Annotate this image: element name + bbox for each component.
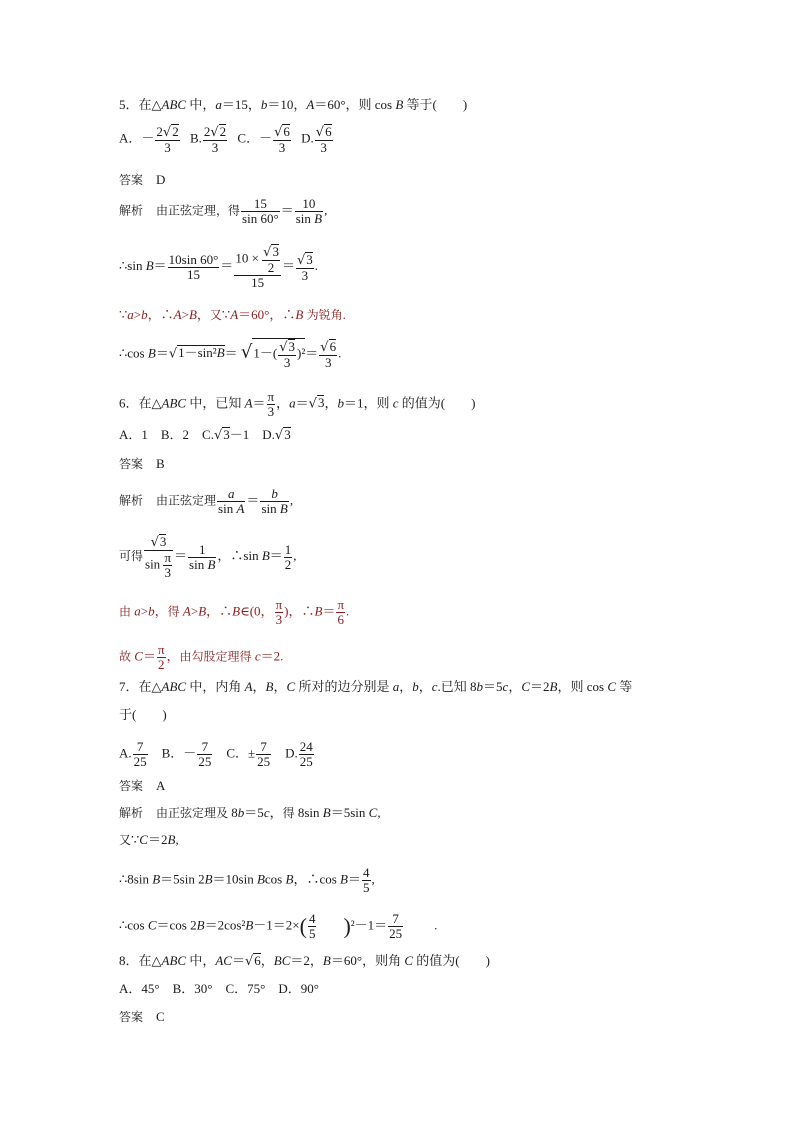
q7-stem-line1: 7．在△ABC 中，内角 A，B，C 所对的边分别是 a，b，c.已知 8b＝5c，C＝2B，则 cos C 等 bbox=[119, 679, 633, 694]
q8-answer-line bbox=[119, 1008, 165, 1026]
q5-options: A．－ $\frac{2√2}{3}$ B. $\frac{2√2}{3}$ C．－ $\frac{√6}{3}$ D. $\frac{√6}{3}$ bbox=[119, 124, 332, 155]
q5-step3: ∵a>b，∴A>B，又∵A＝60°，∴B 为锐角. bbox=[119, 307, 346, 322]
q6-answer-line bbox=[119, 455, 165, 473]
q6-step2: 可得 √3 sin $\frac{\pi}{3}$ ＝ $\frac{1}{\text{sin B}}$ ，∴sin B＝ $\frac{1}{2}$ , bbox=[119, 534, 297, 580]
q7-analysis-label: 解析 bbox=[119, 806, 144, 820]
q6-answer: B bbox=[156, 456, 165, 471]
q6-answer-label: 答案 bbox=[119, 457, 144, 471]
q6-analysis-lead: 由正弦定理 bbox=[156, 493, 217, 508]
q8-answer-label: 答案 bbox=[119, 1010, 144, 1024]
q5-step4: ∴cos B＝√1－sin²B＝ √1－( $\frac{√3}{3}$ )²＝ $\frac{√6}{3}$ . bbox=[119, 339, 342, 370]
q5-step2: ∴sin B＝ $\frac{10\sin 60^\circ}{15}$ ＝ 10 × $\frac{√3}{2}$ 15 ＝ $\frac{√3}{3}$ . bbox=[119, 244, 319, 290]
q5-stem: 5．在△ABC 中，a＝15，b＝10，A＝60°，则 cos B 等于( ) bbox=[119, 97, 468, 112]
q5-answer: D bbox=[156, 172, 166, 187]
q7-answer: A bbox=[156, 778, 166, 793]
q5-analysis-label: 解析 bbox=[119, 203, 144, 218]
q7-answer-label: 答案 bbox=[119, 779, 144, 793]
q8-options: A．45° B．30° C．75° D．90° bbox=[119, 981, 319, 996]
q7-step3: ∴cos C＝cos 2B＝2cos²B－1＝2×( $\frac{4}{5}$ )²－1＝ $\frac{7}{25}$ . bbox=[119, 911, 438, 941]
q7-stem-line2: 于( ) bbox=[119, 707, 167, 722]
q7-options: A. $\frac{7}{25}$ B．－ $\frac{7}{25}$ C．± $\frac{7}{25}$ D. $\frac{24}{25}$ bbox=[119, 739, 313, 769]
q5-analysis-line: 解析 由正弦定理，得 $\frac{15}{\sin 60^\circ}$ ＝ $\frac{10}{\text{sin B}}$ , bbox=[119, 196, 328, 226]
q5-answer-label: 答案 bbox=[119, 173, 144, 187]
q6-stem: 6．在△ABC 中，已知 A＝ $\frac{\pi}{3}$ ，a＝√3，b＝1，则 c 的值为( ) bbox=[119, 389, 476, 419]
q6-step3: 由 a>b，得 A>B，∴B∈(0， $\frac{\pi}{3}$ )，∴B＝ $\frac{\pi}{6}$ . bbox=[119, 597, 350, 627]
q7-analysis-line: 解析 由正弦定理及 8b＝5c，得 8sin B＝5sin C, bbox=[119, 805, 381, 820]
q5-answer-line bbox=[119, 171, 165, 189]
q7-answer-line bbox=[119, 777, 165, 795]
q6-options: A．1 B．2 C.√3－1 D.√3 bbox=[119, 427, 291, 443]
q7-step2: ∴8sin B＝5sin 2B＝10sin Bcos B，∴cos B＝ $\frac{4}{5}$ , bbox=[119, 865, 375, 895]
q8-answer: C bbox=[156, 1009, 165, 1024]
q6-analysis-line: 解析 由正弦定理 $\frac{a}{\text{sin A}}$ ＝ $\frac{b}{\text{sin B}}$ , bbox=[119, 486, 294, 516]
q8-stem: 8．在△ABC 中，AC＝√6，BC＝2，B＝60°，则角 C 的值为( ) bbox=[119, 953, 490, 969]
q5-analysis-lead: 由正弦定理，得 bbox=[156, 203, 241, 218]
q6-analysis-label: 解析 bbox=[119, 493, 144, 508]
q6-step4: 故 C＝ $\frac{\pi}{2}$ ，由勾股定理得 c＝2. bbox=[119, 642, 284, 672]
q7-step1: 又∵C＝2B, bbox=[119, 832, 179, 847]
